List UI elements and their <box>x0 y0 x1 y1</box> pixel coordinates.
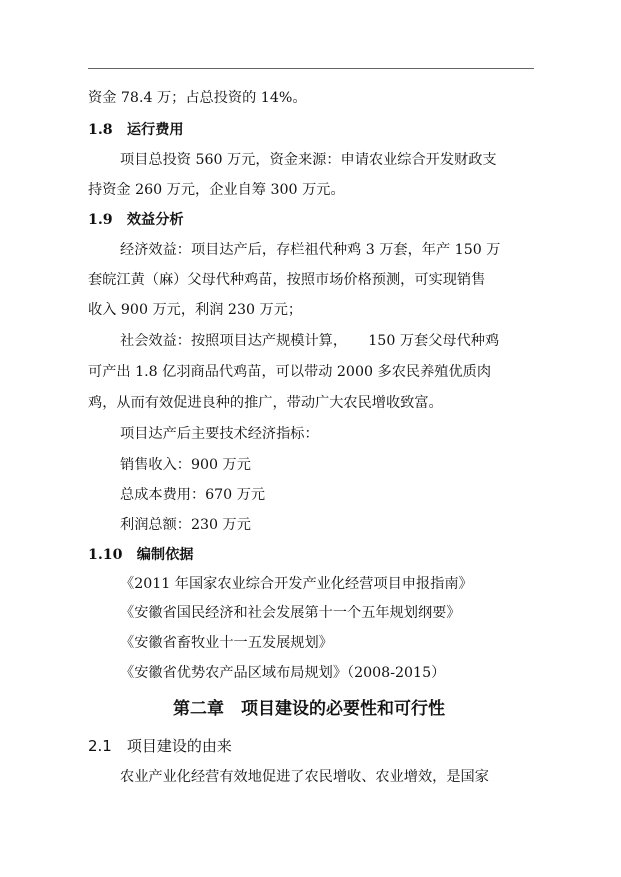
reference-1: 《2011 年国家农业综合开发产业化经营项目申报指南》 <box>120 576 473 592</box>
indicator-profit: 利润总额：230 万元 <box>120 517 251 533</box>
indicator-sales: 销售收入：900 万元 <box>120 457 251 473</box>
reference-4: 《安徽省优势农产品区域布局规划》（2008-2015） <box>120 665 446 681</box>
text-line-6: 经济效益：项目达产后，存栏祖代种鸡 3 万套，年产 150 万 <box>120 242 501 258</box>
header-rule <box>88 68 534 69</box>
section-heading-1-9: 1.9 效益分析 <box>88 212 184 228</box>
section-heading-1-10: 1.10 编制依据 <box>88 547 194 563</box>
text-line-12: 项目达产后主要技术经济指标： <box>120 426 319 442</box>
section-heading-2-1: 2.1 项目建设的由来 <box>88 737 232 755</box>
text-line-4: 持资金 260 万元，企业自筹 300 万元。 <box>88 182 345 198</box>
chapter-title: 第二章 项目建设的必要性和可行性 <box>173 699 445 719</box>
text-line-3: 项目总投资 560 万元，资金来源：申请农业综合开发财政支 <box>120 152 497 168</box>
indicator-total-cost: 总成本费用：670 万元 <box>120 487 266 503</box>
text-line-7: 套皖江黄（麻）父母代种鸡苗，按照市场价格预测，可实现销售 <box>88 272 486 288</box>
text-line-last: 农业产业化经营有效地促进了农民增收、农业增效，是国家 <box>120 769 489 785</box>
text-line-11: 鸡，从而有效促进良种的推广，带动广大农民增收致富。 <box>88 395 443 411</box>
text-line-10: 可产出 1.8 亿羽商品代鸡苗，可以带动 2000 多农民养殖优质肉 <box>88 364 492 380</box>
reference-2: 《安徽省国民经济和社会发展第十一个五年规划纲要》 <box>120 605 461 621</box>
text-line-8: 收入 900 万元，利润 230 万元； <box>88 302 303 318</box>
text-line-1: 资金 78.4 万；占总投资的 14%。 <box>88 90 307 106</box>
section-heading-1-8: 1.8 运行费用 <box>88 122 184 138</box>
reference-3: 《安徽省畜牧业十一五发展规划》 <box>120 635 333 651</box>
text-line-9: 社会效益：按照项目达产规模计算， 150 万套父母代种鸡 <box>120 333 500 349</box>
